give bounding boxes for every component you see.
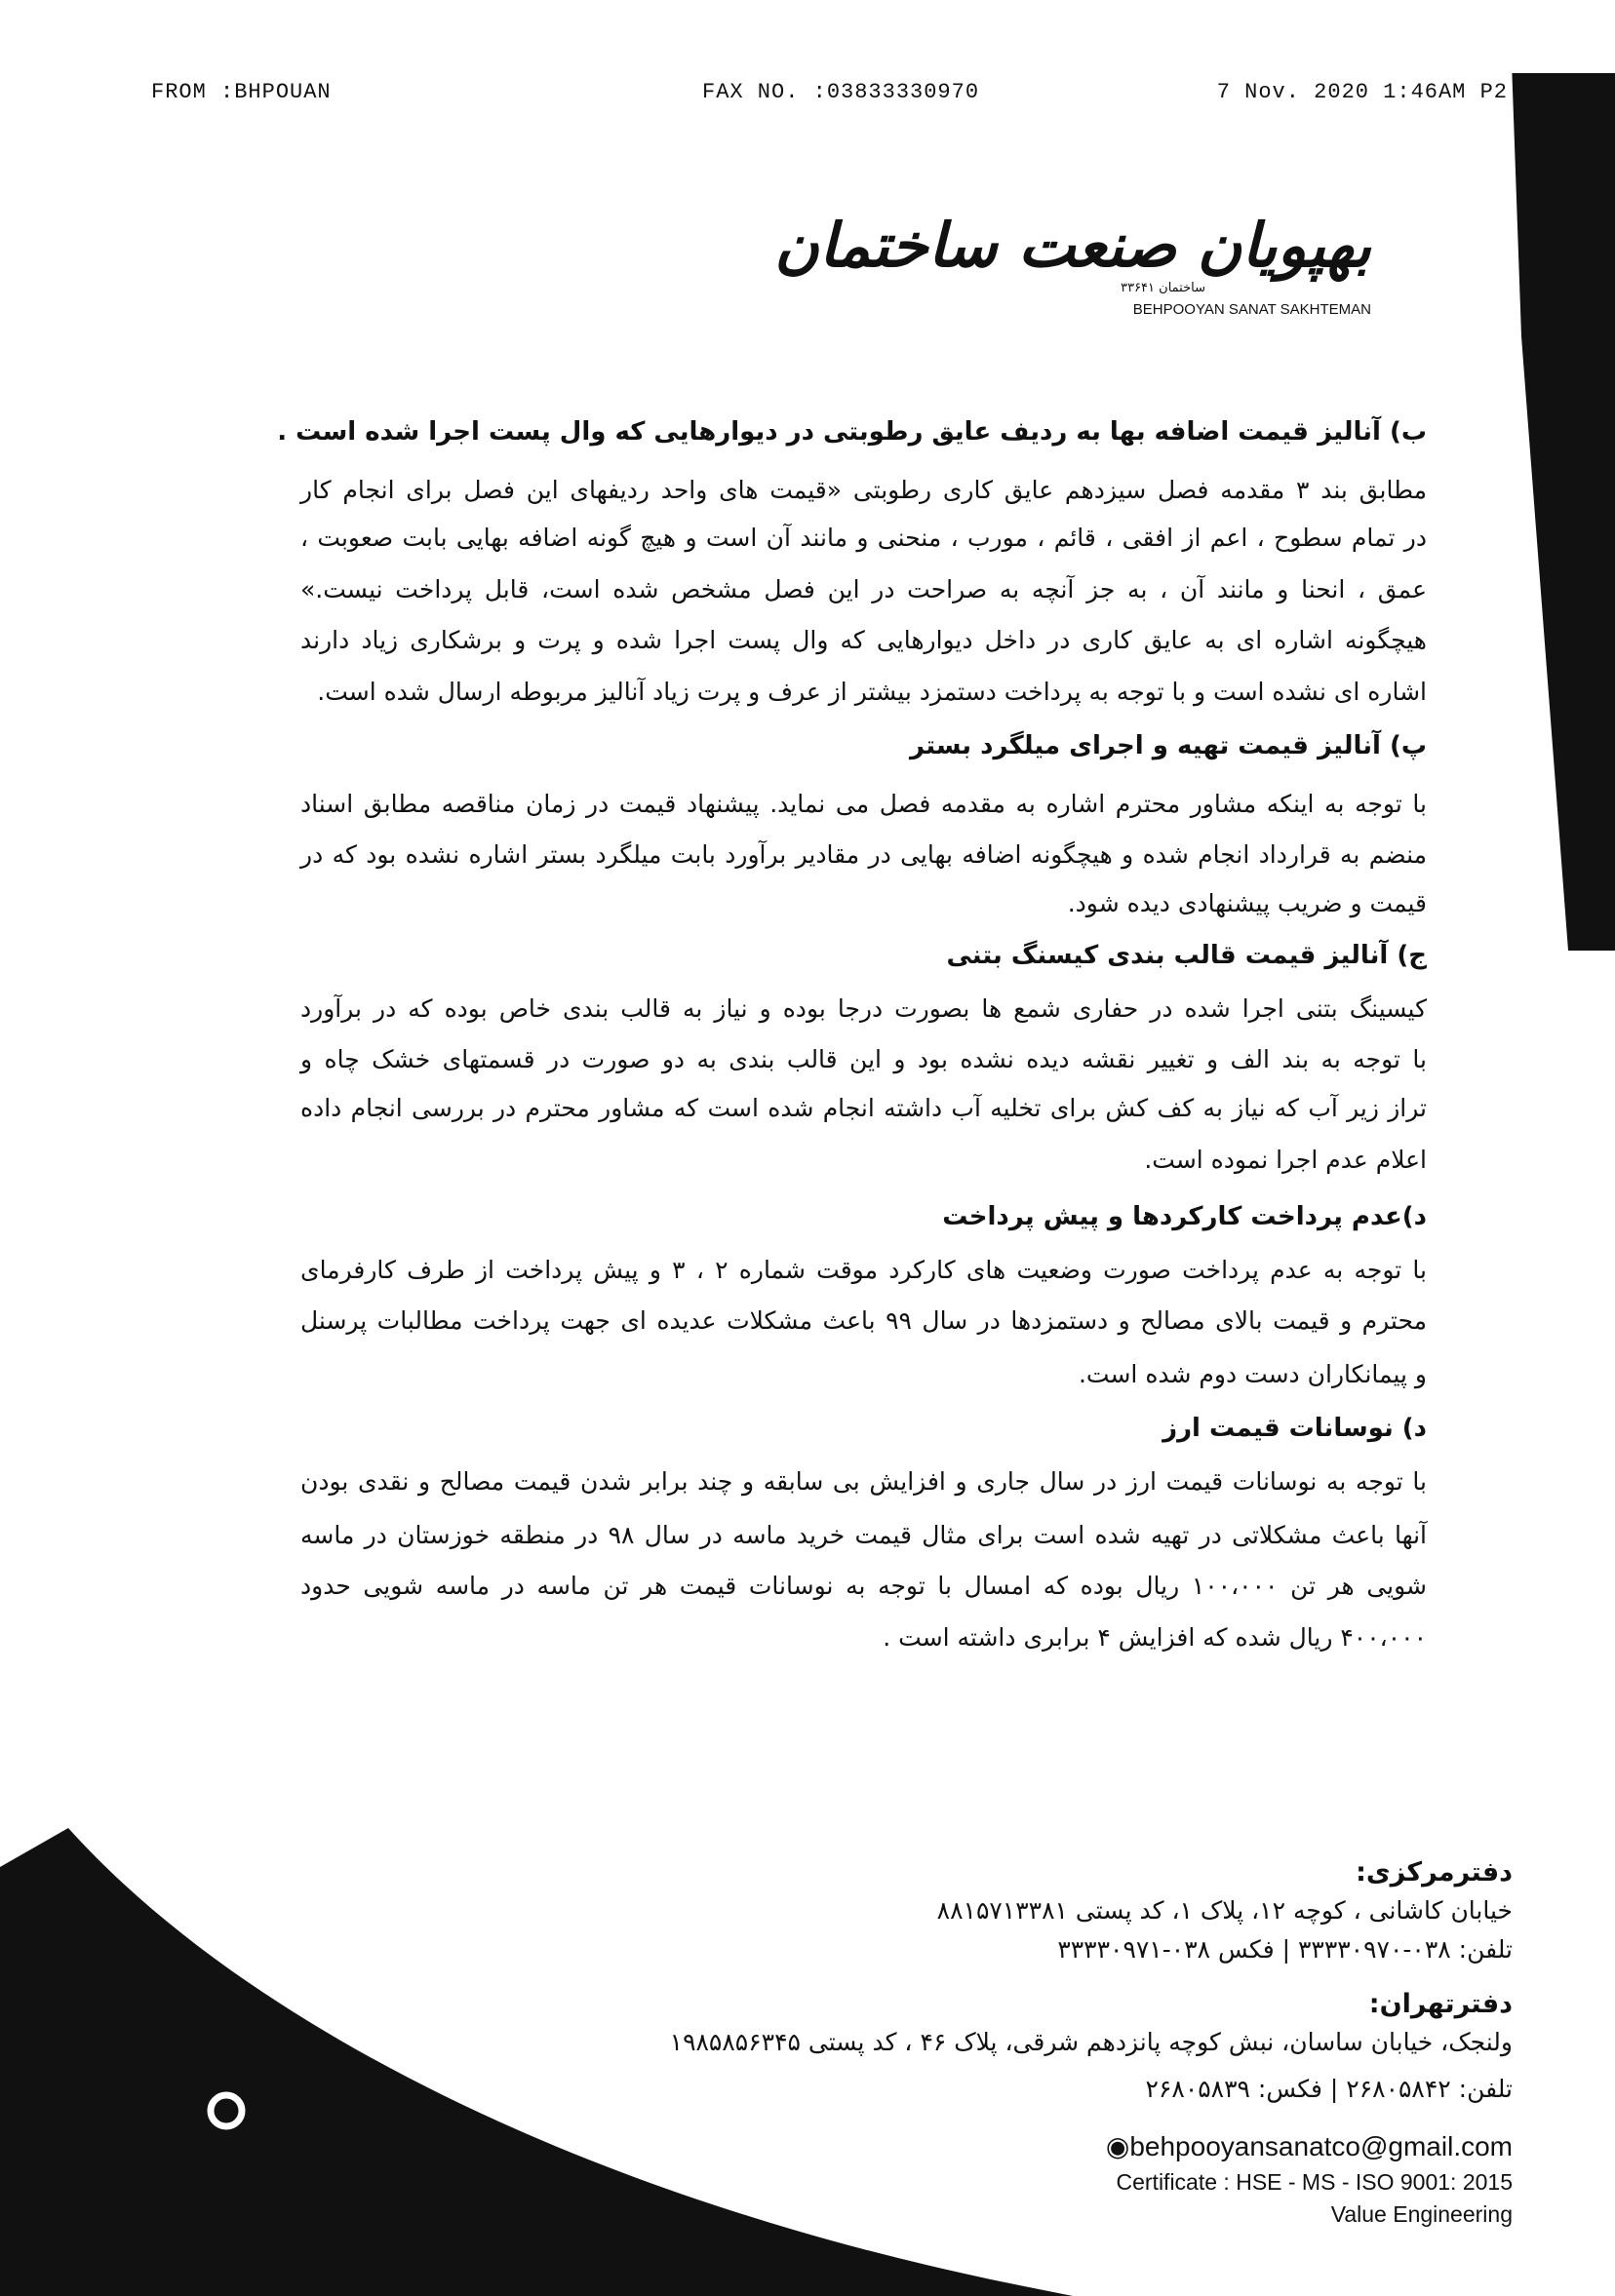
paragraph-line: هیچگونه اشاره ای به عایق کاری در داخل دیوارهایی که وال پست اجرا شده و پرت و برشکاری زیاد دارند [300,626,1427,654]
email-text: behpooyansanatco@gmail.com [1129,2131,1513,2161]
fax-number: FAX NO. :03833330970 [702,80,980,104]
paragraph-line: شویی هر تن ۱۰۰،۰۰۰ ریال بوده که امسال با توجه به نوسانات قیمت هر تن ماسه در ماسه شویی حدود [300,1572,1427,1600]
tehran-office-title: دفترتهران: [1368,1989,1513,2019]
central-office-address: خیابان کاشانی ، کوچه ۱۲، پلاک ۱، کد پستی ۸۸۱۵۷۱۳۳۸۱ [936,1896,1513,1925]
section-heading: د) نوسانات قیمت ارز [1162,1414,1427,1443]
section-heading: پ) آنالیز قیمت تهیه و اجرای میلگرد بستر [910,731,1427,760]
section-heading: ج) آنالیز قیمت قالب بندی کیسنگ بتنی [946,941,1427,970]
paragraph-line: اشاره ای نشده است و با توجه به پرداخت دستمزد بیشتر از عرف و پرت زیاد آنالیز مربوطه ارسال شده است. [317,678,1427,706]
paragraph-line: اعلام عدم اجرا نموده است. [1144,1146,1427,1174]
value-engineering: Value Engineering [1330,2201,1513,2227]
paragraph-line: با توجه به عدم پرداخت صورت وضعیت های کارکرد موقت شماره ۲ ، ۳ و پیش پرداخت از طرف کارفرمای [300,1256,1427,1284]
paragraph-line: کیسینگ بتنی اجرا شده در حفاری شمع ها بصورت درجا بوده و نیاز به قالب بندی خاص بوده که در برآورد [300,994,1427,1023]
paragraph-line: و پیمانکاران دست دوم شده است. [1078,1360,1427,1388]
email-icon: ◉ [1105,2131,1130,2161]
logo-name-fa: بهپویان صنعت ساختمان [774,210,1371,281]
central-office-title: دفترمرکزی: [1356,1857,1513,1887]
company-logo [774,210,1371,318]
paragraph-line: با توجه به اینکه مشاور محترم اشاره به مقدمه فصل می نماید. پیشنهاد قیمت در زمان مناقصه مطابق اسناد [300,790,1427,818]
section-heading: د)عدم پرداخت کارکردها و پیش پرداخت [942,1202,1427,1231]
paragraph-line: آنها باعث مشکلاتی در تهیه شده است برای مثال قیمت خرید ماسه در سال ۹۸ در منطقه خوزستان در ماسه [300,1521,1427,1549]
black-edge-strip [1498,73,1615,951]
paragraph-line: مطابق بند ۳ مقدمه فصل سیزدهم عایق کاری رطوبتی «قیمت های واحد ردیفهای این فصل برای انجام کار [300,476,1428,504]
email[interactable] [1106,2130,1513,2162]
logo-name-en: BEHPOOYAN SANAT SAKHTEMAN [1132,301,1371,318]
paragraph-line: ۴۰۰،۰۰۰ ریال شده که افزایش ۴ برابری داشته است . [883,1623,1427,1652]
paragraph-line: عمق ، انحنا و مانند آن ، به جز آنچه به صراحت در این فصل مشخص شده است، قابل پرداخت نیست.» [300,575,1427,603]
section-heading: ب) آنالیز قیمت اضافه بها به ردیف عایق رطوبتی در دیوارهایی که وال پست اجرا شده است . [277,417,1427,447]
paragraph-line: قیمت و ضریب پیشنهادی دیده شود. [1067,889,1427,917]
paragraph-line: تراز زیر آب که نیاز به کف کش برای تخلیه آب داشته انجام شده است که مشاور محترم در بررسی انجام داده [300,1094,1427,1122]
fax-date: 7 Nov. 2020 1:46AM P2 [1216,80,1508,104]
footer-wave-graphic [0,1828,1073,2296]
logo-reg: ساختمان ۳۳۶۴۱ [1121,281,1205,295]
central-office-phone: تلفن: ۰۳۸-۳۳۳۳۰۹۷۰ | فکس ۰۳۸-۳۳۳۳۰۹۷۱ [1057,1935,1513,1964]
paragraph-line: با توجه به نوسانات قیمت ارز در سال جاری و افزایش بی سابقه و چند برابر شدن قیمت مصالح و نقدی بودن [300,1467,1427,1496]
tehran-office-phone: تلفن: ۲۶۸۰۵۸۴۲ | فکس: ۲۶۸۰۵۸۳۹ [1145,2075,1513,2103]
certificate: Certificate : HSE - MS - ISO 9001: 2015 [1116,2169,1513,2195]
paragraph-line: محترم و قیمت بالای مصالح و دستمزدها در سال ۹۹ باعث مشکلات عدیده ای جهت پرداخت مطالبات پرسنل [300,1306,1427,1335]
paragraph-line: منضم به قرارداد انجام شده و هیچگونه اضافه بهایی در مقادیر برآورد بابت میلگرد بستر اشاره نشده بود که در [300,840,1427,869]
fax-from: FROM :BHPOUAN [151,80,332,104]
paragraph-line: در تمام سطوح ، اعم از افقی ، قائم ، مورب ، منحنی و مانند آن است و هیچ گونه اضافه بهایی بابت صعوبت ، [300,524,1427,552]
paragraph-line: با توجه به بند الف و تغییر نقشه دیده نشده بود و این قالب بندی به دو صورت در قسمتهای خشک چاه و [300,1045,1427,1073]
tehran-office-address: ولنجک، خیابان ساسان، نبش کوچه پانزدهم شرقی، پلاک ۴۶ ، کد پستی ۱۹۸۵۸۵۶۳۴۵ [669,2028,1513,2056]
